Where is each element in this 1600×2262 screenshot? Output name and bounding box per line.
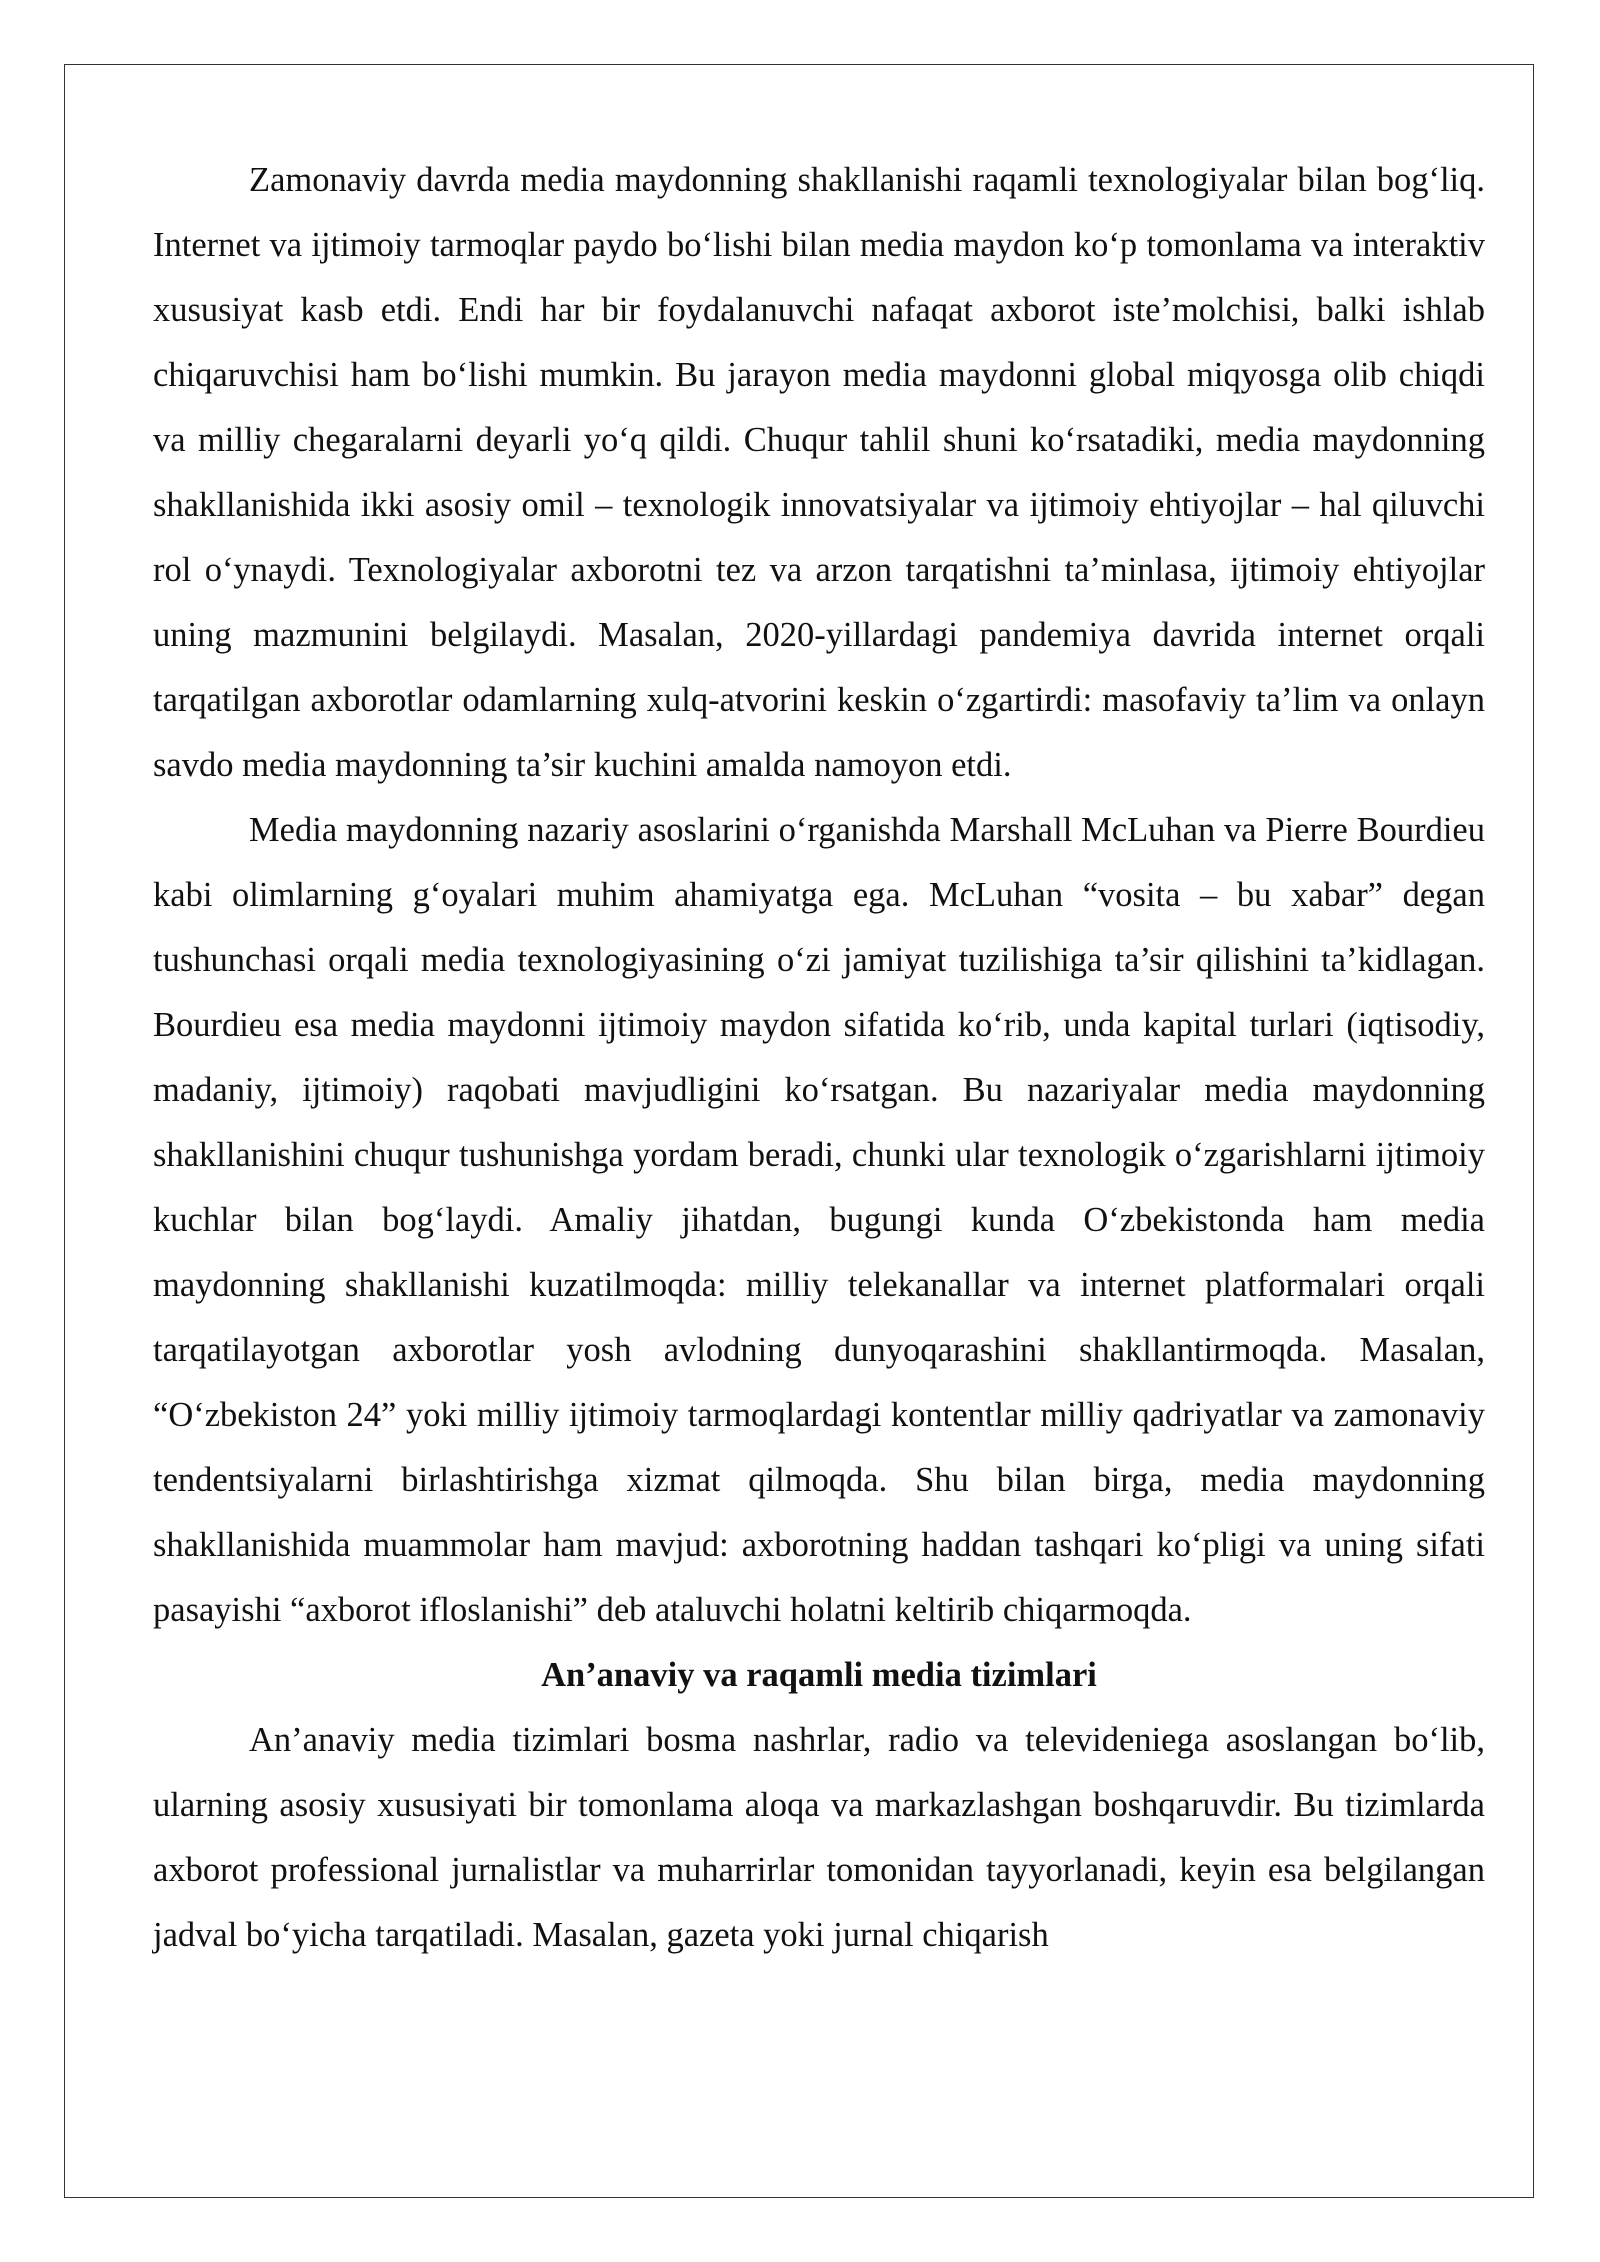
body-paragraph-1: Zamonaviy davrda media maydonning shakllanishi raqamli texnologiyalar bilan bog‘liq. Internet va ijtimoiy tarmoqlar paydo bo‘lishi bilan media maydon ko‘p tomonlama va interaktiv xususiyat kasb etdi. Endi har bir foydalanuvchi nafaqat axborot iste’molchisi, balki ishlab chiqaruvchisi ham bo‘lishi mumkin. Bu jarayon media maydonni global miqyosga olib chiqdi va milliy chegaralarni deyarli yo‘q qildi. Chuqur tahlil shuni ko‘rsatadiki, media maydonning shakllanishida ikki asosiy omil – texnologik innovatsiyalar va ijtimoiy ehtiyojlar – hal qiluvchi rol o‘ynaydi. Texnologiyalar axborotni tez va arzon tarqatishni ta’minlasa, ijtimoiy ehtiyojlar uning mazmunini belgilaydi. Masalan, 2020-yillardagi pandemiya davrida internet orqali tarqatilgan axborotlar odamlarning xulq-atvorini keskin o‘zgartirdi: masofaviy ta’lim va onlayn savdo media maydonning ta’sir kuchini amalda namoyon etdi. [153, 161, 1485, 784]
section-heading: An’anaviy va raqamli media tizimlari [541, 1656, 1097, 1694]
body-paragraph-2: Media maydonning nazariy asoslarini o‘rganishda Marshall McLuhan va Pierre Bourdieu kabi olimlarning g‘oyalari muhim ahamiyatga ega. McLuhan “vosita – bu xabar” degan tushunchasi orqali media texnologiyasining o‘zi jamiyat tuzilishiga ta’sir qilishini ta’kidlagan. Bourdieu esa media maydonni ijtimoiy maydon sifatida ko‘rib, unda kapital turlari (iqtisodiy, madaniy, ijtimoiy) raqobati mavjudligini ko‘rsatgan. Bu nazariyalar media maydonning shakllanishini chuqur tushunishga yordam beradi, chunki ular texnologik o‘zgarishlarni ijtimoiy kuchlar bilan bog‘laydi. Amaliy jihatdan, bugungi kunda O‘zbekistonda ham media maydonning shakllanishi kuzatilmoqda: milliy telekanallar va internet platformalari orqali tarqatilayotgan axborotlar yosh avlodning dunyoqarashini shakllantirmoqda. Masalan, “O‘zbekiston 24” yoki milliy ijtimoiy tarmoqlardagi kontentlar milliy qadriyatlar va zamonaviy tendentsiyalarni birlashtirishga xizmat qilmoqda. Shu bilan birga, media maydonning shakllanishida muammolar ham mavjud: axborotning haddan tashqari ko‘pligi va uning sifati pasayishi “axborot ifloslanishi” deb ataluvchi holatni keltirib chiqarmoqda. [153, 811, 1485, 1629]
document-body [153, 148, 1485, 1968]
body-paragraph-3: An’anaviy media tizimlari bosma nashrlar, radio va televideniega asoslangan bo‘lib, ularning asosiy xususiyati bir tomonlama aloqa va markazlashgan boshqaruvdir. Bu tizimlarda axborot professional jurnalistlar va muharrirlar tomonidan tayyorlanadi, keyin esa belgilangan jadval bo‘yicha tarqatiladi. Masalan, gazeta yoki jurnal chiqarish [153, 1721, 1485, 1954]
